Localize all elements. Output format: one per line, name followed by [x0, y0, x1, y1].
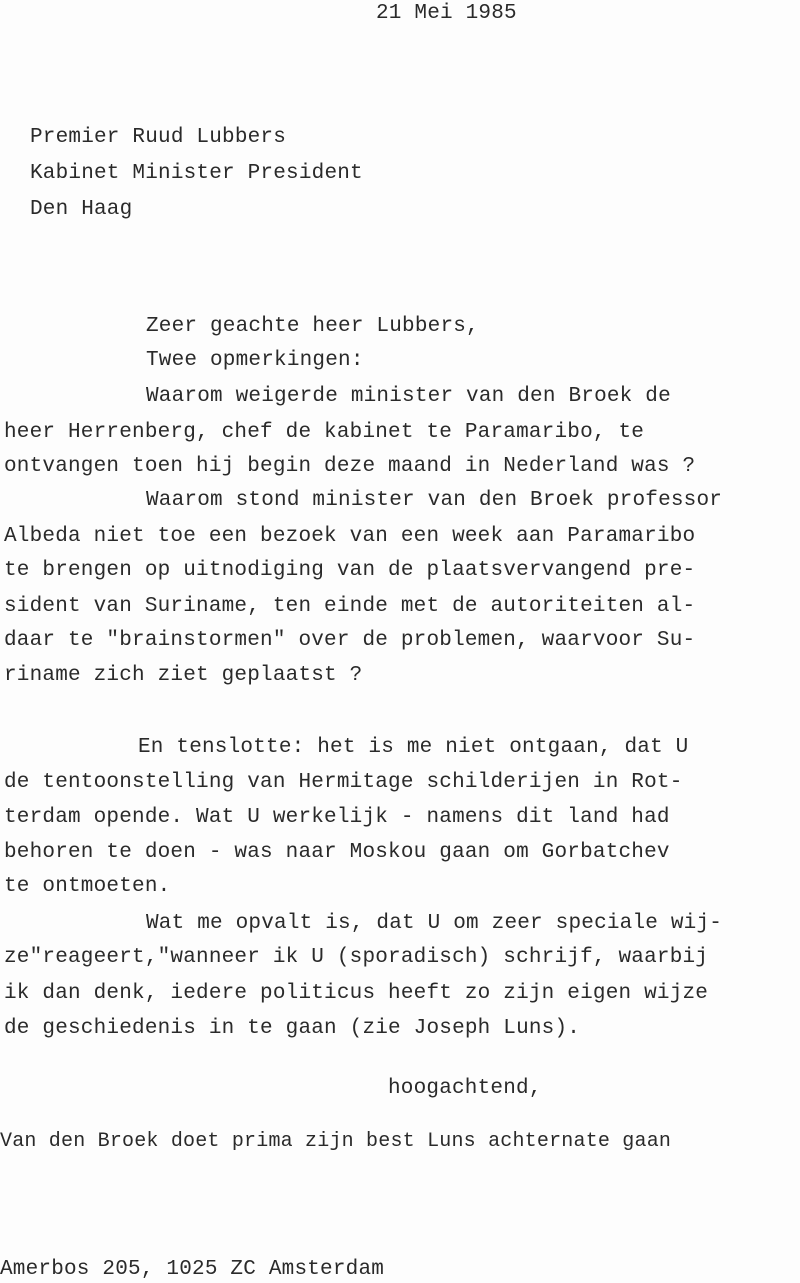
body-line: heer Herrenberg, chef de kabinet te Paramaribo, te [4, 421, 645, 444]
recipient-line-1: Premier Ruud Lubbers [30, 126, 287, 149]
body-line: te brengen op uitnodiging van de plaatsvervangend pre- [4, 559, 696, 582]
body-line: Wat me opvalt is, dat U om zeer speciale wij- [146, 912, 723, 935]
recipient-line-2: Kabinet Minister President [30, 162, 363, 185]
letter-date: 21 Mei 1985 [376, 2, 517, 25]
body-line: Albeda niet toe een bezoek van een week aan Paramaribo [4, 525, 696, 548]
body-line: Twee opmerkingen: [146, 349, 364, 372]
body-line: Waarom weigerde minister van den Broek de [146, 385, 671, 408]
body-line: terdam opende. Wat U werkelijk - namens dit land had [4, 806, 670, 829]
postscript: Van den Broek doet prima zijn best Luns achternate gaan [0, 1130, 672, 1153]
body-line: behoren te doen - was naar Moskou gaan om Gorbatchev [4, 841, 670, 864]
body-line: riname zich ziet geplaatst ? [4, 664, 363, 687]
body-line: En tenslotte: het is me niet ontgaan, dat U [138, 736, 689, 759]
sender-address: Amerbos 205, 1025 ZC Amsterdam [0, 1258, 385, 1281]
recipient-line-3: Den Haag [30, 198, 133, 221]
body-line: ontvangen toen hij begin deze maand in Nederland was ? [4, 455, 696, 478]
body-line: sident van Suriname, ten einde met de autoriteiten al- [4, 595, 696, 618]
body-line: daar te "brainstormen" over de problemen, waarvoor Su- [4, 629, 696, 652]
body-line: te ontmoeten. [4, 875, 171, 898]
body-line: Waarom stond minister van den Broek professor [146, 489, 723, 512]
body-line: ik dan denk, iedere politicus heeft zo zijn eigen wijze [4, 982, 709, 1005]
salutation: Zeer geachte heer Lubbers, [146, 315, 479, 338]
body-line: de tentoonstelling van Hermitage schilderijen in Rot- [4, 771, 683, 794]
body-line: de geschiedenis in te gaan (zie Joseph Luns). [4, 1017, 581, 1040]
body-line: ze"reageert,"wanneer ik U (sporadisch) schrijf, waarbij [4, 946, 709, 969]
closing: hoogachtend, [388, 1077, 542, 1100]
